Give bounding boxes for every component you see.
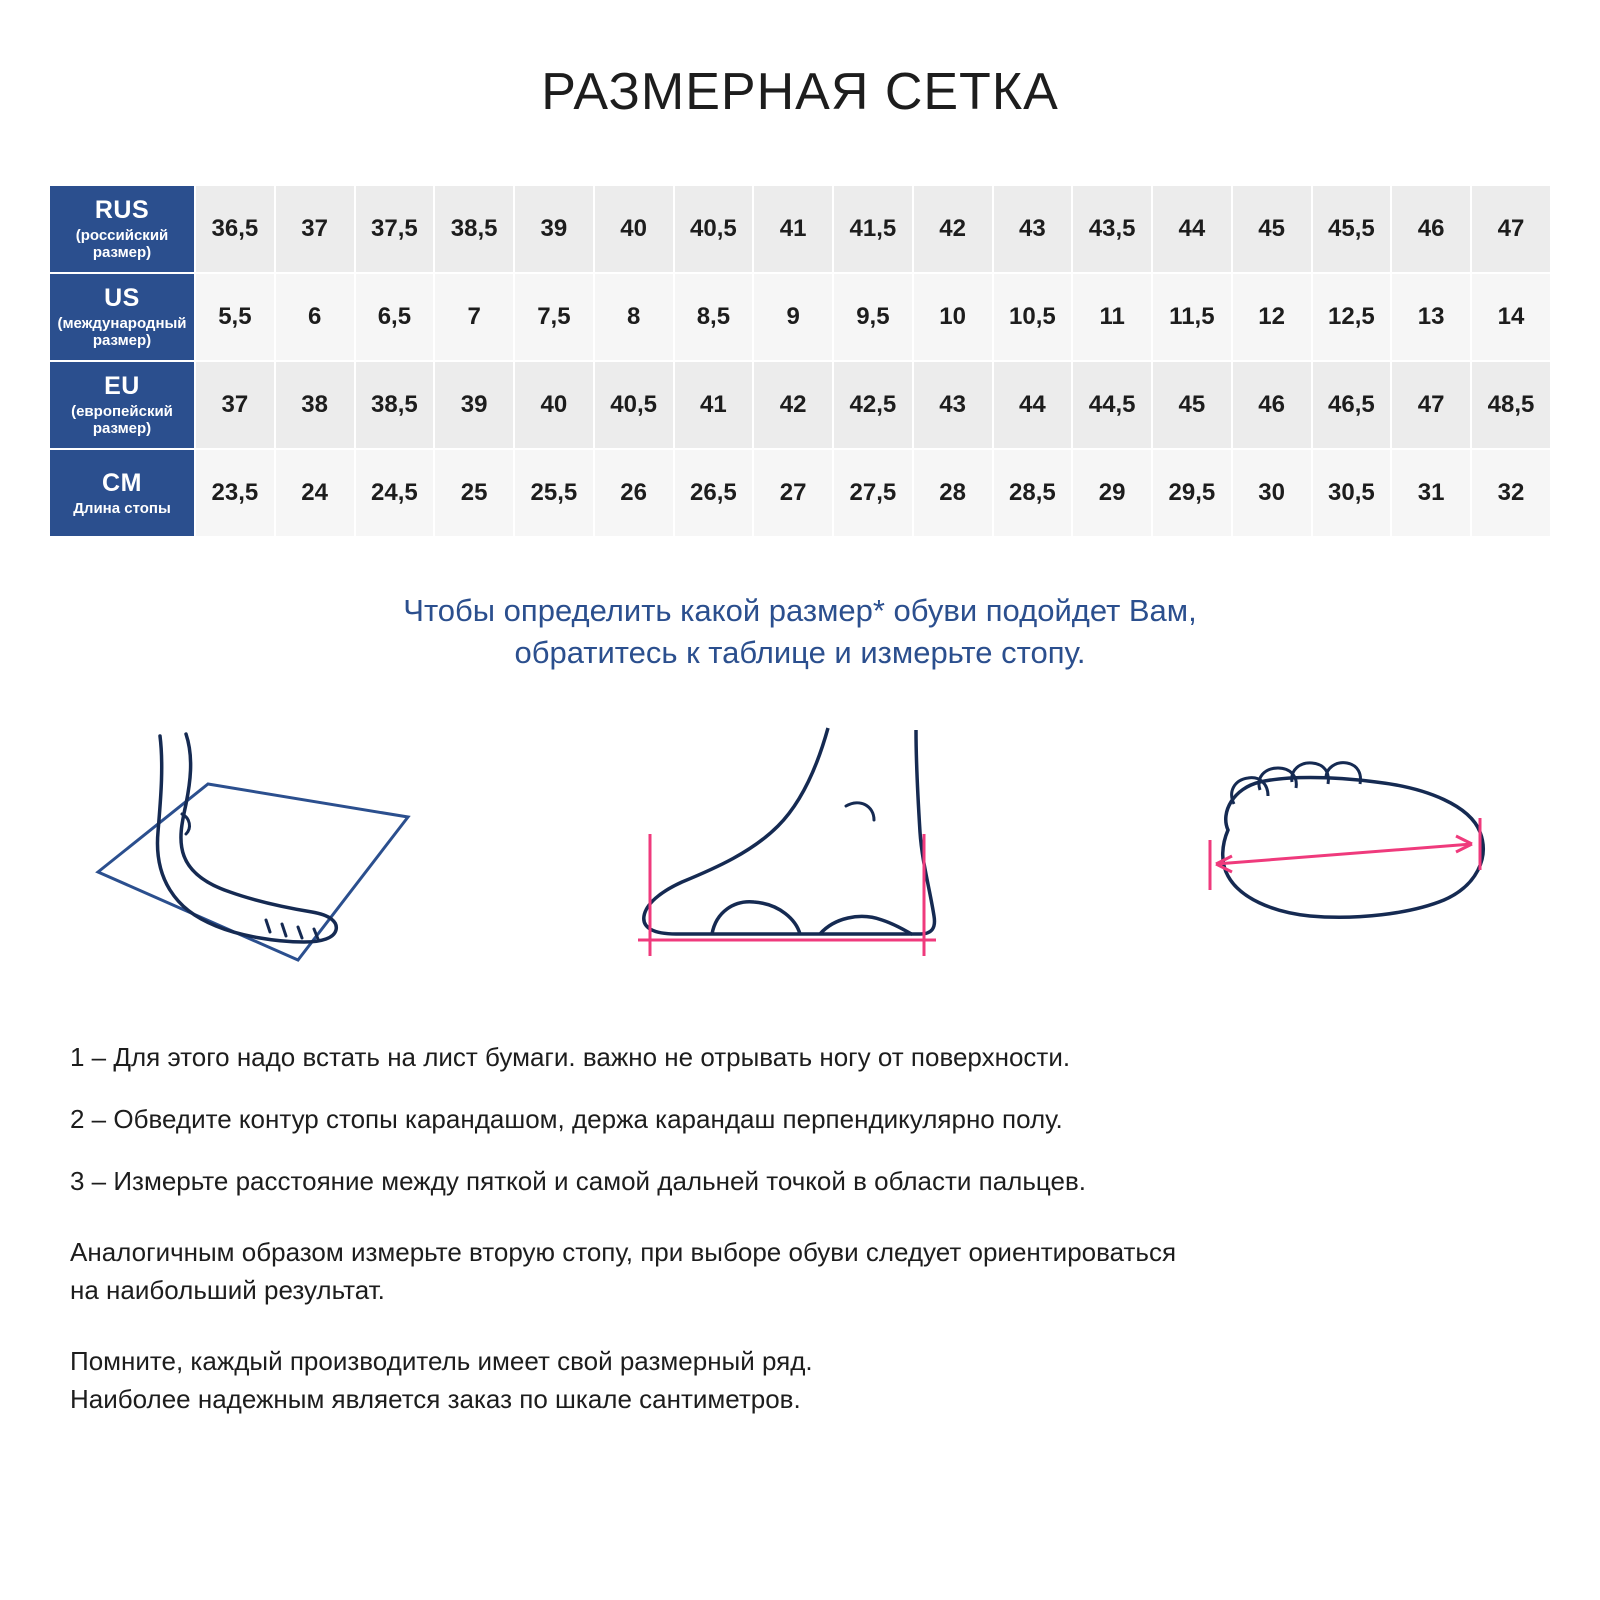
cell: 39 [434, 361, 514, 449]
cell: 30 [1232, 449, 1312, 537]
cell: 25,5 [514, 449, 594, 537]
cell: 27,5 [833, 449, 913, 537]
cell: 30,5 [1312, 449, 1392, 537]
size-table [48, 184, 1552, 538]
cell: 38,5 [434, 185, 514, 273]
row-label-main: RUS [94, 196, 150, 225]
note-1-line-2: на наибольший результат. [70, 1274, 385, 1305]
cell: 23,5 [195, 449, 275, 537]
cell: 10,5 [993, 273, 1073, 361]
row-label-main: US [104, 284, 140, 313]
cell: 27 [753, 449, 833, 537]
cell: 46 [1391, 185, 1471, 273]
cell: 8 [594, 273, 674, 361]
cell: 9,5 [833, 273, 913, 361]
note-2-line-1: Помните, каждый производитель имеет свой размерный ряд. [70, 1346, 813, 1377]
cell: 45 [1232, 185, 1312, 273]
cell: 42 [913, 185, 993, 273]
cell: 45,5 [1312, 185, 1392, 273]
row-label-sub: Длина стопы [73, 499, 171, 517]
row-label-sub: (российский размер) [75, 227, 169, 262]
cell: 6 [275, 273, 355, 361]
row-label-sub: (европейский размер) [71, 403, 173, 438]
note-2-line-2: Наиболее надежным является заказ по шкале сантиметров. [70, 1383, 801, 1414]
page-title: РАЗМЕРНАЯ СЕТКА [541, 63, 1059, 121]
cell: 8,5 [674, 273, 754, 361]
cell: 26 [594, 449, 674, 537]
foot-sole-length-illustration [1180, 752, 1510, 957]
note-1-line-1: Аналогичным образом измерьте вторую стопу, при выборе обуви следует ориентироваться [70, 1236, 1177, 1267]
cell: 5,5 [195, 273, 275, 361]
cell: 29,5 [1152, 449, 1232, 537]
row-label-us [49, 273, 195, 361]
cell: 26,5 [674, 449, 754, 537]
cell: 41 [753, 185, 833, 273]
cell: 40,5 [674, 185, 754, 273]
cell: 28,5 [993, 449, 1073, 537]
cell: 38,5 [355, 361, 435, 449]
cell: 41 [674, 361, 754, 449]
cell: 40 [514, 361, 594, 449]
row-label-cm [49, 449, 195, 537]
cell: 45 [1152, 361, 1232, 449]
intro-line-1: Чтобы определить какой размер* обуви подойдет Вам, [403, 593, 1197, 628]
cell: 48,5 [1471, 361, 1551, 449]
intro-line-2: обратитесь к таблице и измерьте стопу. [514, 634, 1086, 670]
cell: 47 [1391, 361, 1471, 449]
cell: 14 [1471, 273, 1551, 361]
note-paragraph-2 [70, 1343, 1530, 1418]
size-table-container [48, 184, 1552, 538]
foot-side-measure-illustration [620, 722, 980, 987]
instructions [70, 1039, 1530, 1419]
table-row [49, 361, 1551, 449]
instruction-step-3: 3 – Измерьте расстояние между пяткой и самой дальней точкой в области пальцев. [70, 1166, 1086, 1197]
row-label-eu [49, 361, 195, 449]
cell: 43 [913, 361, 993, 449]
cell: 10 [913, 273, 993, 361]
cell: 37,5 [355, 185, 435, 273]
cell: 6,5 [355, 273, 435, 361]
illustrations [90, 722, 1510, 987]
cell: 42,5 [833, 361, 913, 449]
cell: 29 [1072, 449, 1152, 537]
row-label-rus [49, 185, 195, 273]
cell: 28 [913, 449, 993, 537]
cell: 13 [1391, 273, 1471, 361]
cell: 44,5 [1072, 361, 1152, 449]
cell: 47 [1471, 185, 1551, 273]
cell: 44 [993, 361, 1073, 449]
cell: 25 [434, 449, 514, 537]
cell: 31 [1391, 449, 1471, 537]
cell: 38 [275, 361, 355, 449]
instruction-step-2: 2 – Обведите контур стопы карандашом, держа карандаш перпендикулярно полу. [70, 1104, 1063, 1135]
cell: 43,5 [1072, 185, 1152, 273]
cell: 46,5 [1312, 361, 1392, 449]
cell: 36,5 [195, 185, 275, 273]
cell: 46 [1232, 361, 1312, 449]
note-paragraph-1 [70, 1234, 1530, 1309]
cell: 11 [1072, 273, 1152, 361]
cell: 40 [594, 185, 674, 273]
intro-text [80, 590, 1520, 674]
cell: 32 [1471, 449, 1551, 537]
cell: 37 [275, 185, 355, 273]
cell: 24 [275, 449, 355, 537]
cell: 37 [195, 361, 275, 449]
cell: 39 [514, 185, 594, 273]
cell: 11,5 [1152, 273, 1232, 361]
row-label-main: CM [102, 469, 142, 497]
cell: 7,5 [514, 273, 594, 361]
row-label-sub: (международный размер) [57, 315, 187, 350]
cell: 41,5 [833, 185, 913, 273]
cell: 7 [434, 273, 514, 361]
cell: 9 [753, 273, 833, 361]
cell: 43 [993, 185, 1073, 273]
table-row [49, 185, 1551, 273]
cell: 44 [1152, 185, 1232, 273]
cell: 24,5 [355, 449, 435, 537]
instruction-step-1: 1 – Для этого надо встать на лист бумаги. важно не отрывать ногу от поверхности. [70, 1041, 1071, 1072]
table-row [49, 273, 1551, 361]
cell: 12 [1232, 273, 1312, 361]
cell: 12,5 [1312, 273, 1392, 361]
cell: 40,5 [594, 361, 674, 449]
cell: 42 [753, 361, 833, 449]
row-label-main: EU [104, 372, 140, 401]
table-row [49, 449, 1551, 537]
foot-on-paper-illustration [90, 722, 420, 987]
